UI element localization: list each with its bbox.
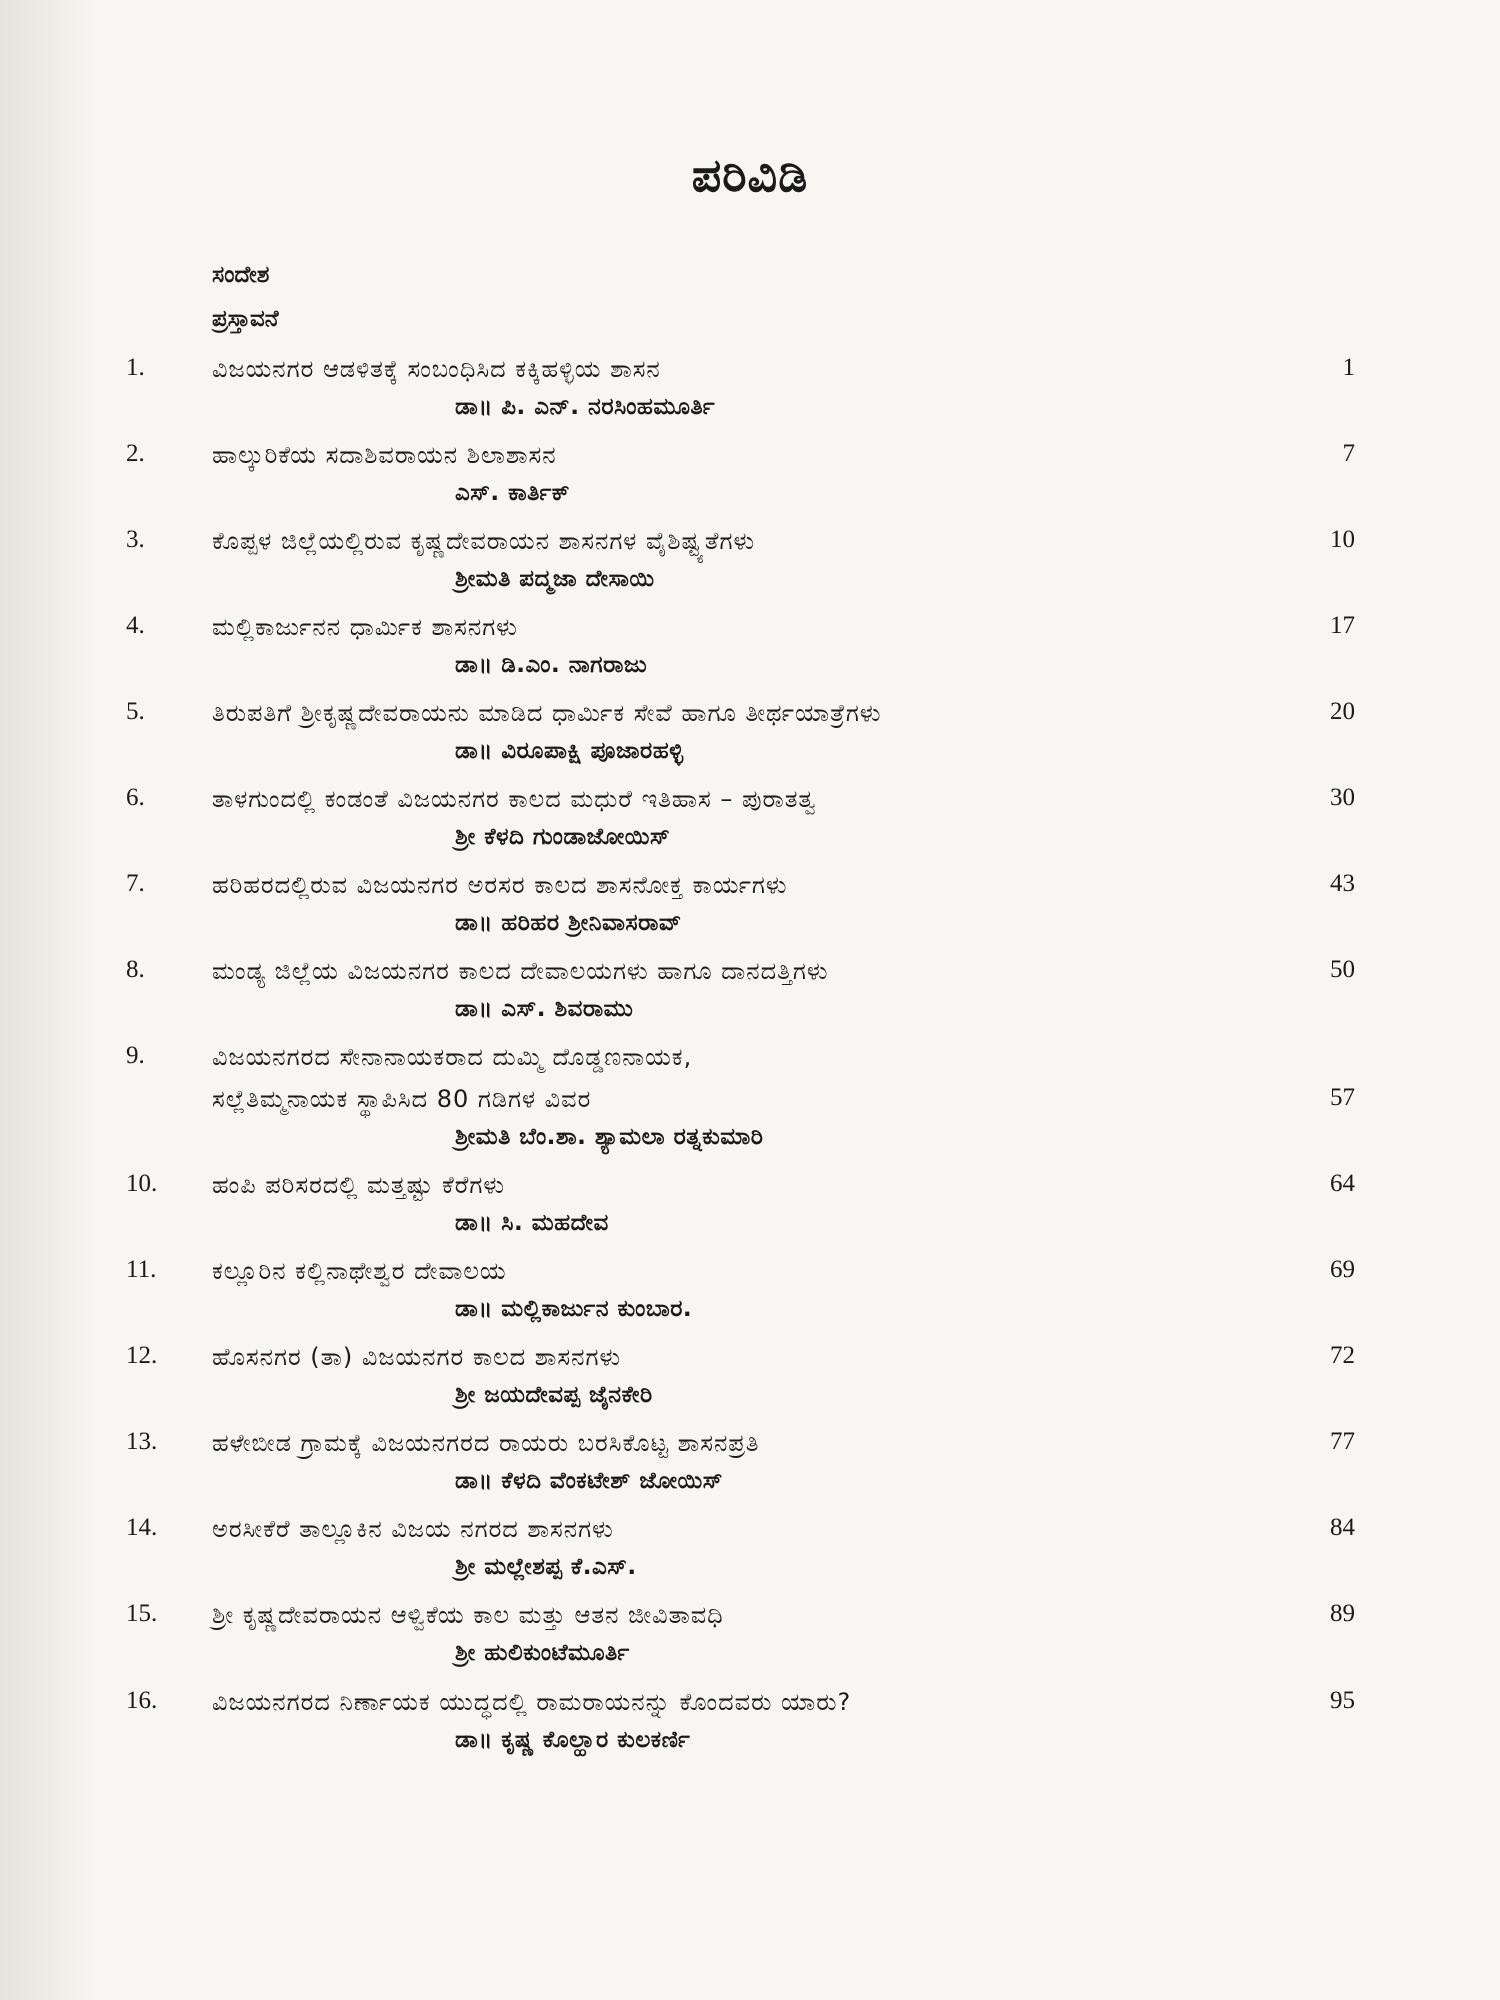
entry-number: 13.	[126, 1428, 158, 1455]
entry-number: 9.	[126, 1042, 145, 1069]
entry-author: ಶ್ರೀ ಕೆಳದಿ ಗುಂಡಾಜೋಯಿಸ್	[455, 824, 671, 850]
entry-page-number: 50	[1330, 956, 1355, 983]
front-matter-preface: ಪ್ರಸ್ತಾವನೆ	[212, 306, 279, 332]
entry-author: ಡಾ॥ ಪಿ. ಎನ್. ನರಸಿಂಹಮೂರ್ತಿ	[455, 394, 715, 420]
entry-number: 8.	[126, 956, 145, 983]
entry-page-number: 84	[1330, 1514, 1355, 1541]
entry-author: ಡಾ॥ ವಿರೂಪಾಕ್ಷಿ ಪೂಜಾರಹಳ್ಳಿ	[455, 738, 684, 764]
entry-author: ಶ್ರೀ ಜಯದೇವಪ್ಪ ಜೈನಕೇರಿ	[455, 1382, 653, 1408]
entry-page-number: 20	[1330, 698, 1355, 725]
entry-title: ಅರಸೀಕೆರೆ ತಾಲ್ಲೂಕಿನ ವಿಜಯ ನಗರದ ಶಾಸನಗಳು	[212, 1515, 614, 1543]
entry-title: ಕೊಪ್ಪಳ ಜಿಲ್ಲೆಯಲ್ಲಿರುವ ಕೃಷ್ಣದೇವರಾಯನ ಶಾಸನಗಳ ವೈಶಿಷ್ಟ್ಯತೆಗಳು	[212, 527, 756, 555]
entry-page-number: 30	[1330, 784, 1355, 811]
entry-title: ಹಳೇಬೀಡ ಗ್ರಾಮಕ್ಕೆ ವಿಜಯನಗರದ ರಾಯರು ಬರಸಿಕೊಟ್ಟ ಶಾಸನಪ್ರತಿ	[212, 1429, 760, 1457]
entry-page-number: 69	[1330, 1256, 1355, 1283]
entry-page-number: 57	[1330, 1084, 1355, 1111]
entry-title: ಮಂಡ್ಯ ಜಿಲ್ಲೆಯ ವಿಜಯನಗರ ಕಾಲದ ದೇವಾಲಯಗಳು ಹಾಗೂ ದಾನದತ್ತಿಗಳು	[212, 957, 829, 985]
front-matter-message: ಸಂದೇಶ	[212, 262, 270, 288]
entry-title: ಹಂಪಿ ಪರಿಸರದಲ್ಲಿ ಮತ್ತಷ್ಟು ಕೆರೆಗಳು	[212, 1171, 506, 1199]
entry-title: ಹರಿಹರದಲ್ಲಿರುವ ವಿಜಯನಗರ ಅರಸರ ಕಾಲದ ಶಾಸನೋಕ್ತ ಕಾರ್ಯಗಳು	[212, 871, 788, 899]
entry-page-number: 7	[1342, 440, 1355, 467]
page-edge-shadow	[0, 0, 95, 2000]
entry-author: ಎಸ್. ಕಾರ್ತಿಕ್	[455, 480, 571, 506]
entry-page-number: 95	[1330, 1687, 1355, 1714]
entry-title: ಹೊಸನಗರ (ತಾ) ವಿಜಯನಗರ ಕಾಲದ ಶಾಸನಗಳು	[212, 1343, 622, 1371]
entry-number: 3.	[126, 526, 145, 553]
entry-number: 1.	[126, 354, 145, 381]
entry-author: ಶ್ರೀಮತಿ ಪದ್ಮಜಾ ದೇಸಾಯಿ	[455, 566, 655, 592]
entry-author: ಡಾ॥ ಹರಿಹರ ಶ್ರೀನಿವಾಸರಾವ್	[455, 910, 682, 936]
entry-page-number: 1	[1342, 354, 1355, 381]
entry-page-number: 72	[1330, 1342, 1355, 1369]
entry-title-continued: ಸಲ್ಲೆತಿಮ್ಮನಾಯಕ ಸ್ಥಾಪಿಸಿದ 80 ಗಡಿಗಳ ವಿವರ	[212, 1085, 592, 1113]
entry-page-number: 43	[1330, 870, 1355, 897]
entry-page-number: 64	[1330, 1170, 1355, 1197]
entry-number: 11.	[126, 1256, 157, 1283]
entry-title: ಶ್ರೀ ಕೃಷ್ಣದೇವರಾಯನ ಆಳ್ವಿಕೆಯ ಕಾಲ ಮತ್ತು ಆತನ ಜೀವಿತಾವಧಿ	[212, 1601, 724, 1629]
entry-number: 16.	[126, 1687, 158, 1714]
entry-author: ಡಾ॥ ಎಸ್. ಶಿವರಾಮು	[455, 996, 634, 1022]
entry-author: ಡಾ॥ ಮಲ್ಲಿಕಾರ್ಜುನ ಕುಂಬಾರ.	[455, 1296, 693, 1322]
entry-author: ಶ್ರೀಮತಿ ಬೆಂ.ಶಾ. ಶ್ಯಾಮಲಾ ರತ್ನಕುಮಾರಿ	[455, 1124, 764, 1150]
entry-author: ಶ್ರೀ ಹುಲಿಕುಂಟೆಮೂರ್ತಿ	[455, 1640, 630, 1666]
entry-page-number: 10	[1330, 526, 1355, 553]
entry-author: ಶ್ರೀ ಮಲ್ಲೇಶಪ್ಪ ಕೆ.ಎಸ್.	[455, 1554, 637, 1580]
entry-title: ಹಾಲ್ಕುರಿಕೆಯ ಸದಾಶಿವರಾಯನ ಶಿಲಾಶಾಸನ	[212, 441, 557, 469]
entry-number: 6.	[126, 784, 145, 811]
entry-number: 14.	[126, 1514, 158, 1541]
entry-number: 4.	[126, 612, 145, 639]
entry-title: ತಿರುಪತಿಗೆ ಶ್ರೀಕೃಷ್ಣದೇವರಾಯನು ಮಾಡಿದ ಧಾರ್ಮಿಕ ಸೇವೆ ಹಾಗೂ ತೀರ್ಥಯಾತ್ರೆಗಳು	[212, 699, 882, 727]
entry-page-number: 17	[1330, 612, 1355, 639]
entry-author: ಡಾ॥ ಡಿ.ಎಂ. ನಾಗರಾಜು	[455, 652, 648, 678]
entry-author: ಡಾ॥ ಕೆಳದಿ ವೆಂಕಟೇಶ್ ಜೋಯಿಸ್	[455, 1468, 723, 1494]
entry-title: ಮಲ್ಲಿಕಾರ್ಜುನನ ಧಾರ್ಮಿಕ ಶಾಸನಗಳು	[212, 613, 518, 641]
entry-title: ಕಲ್ಲೂರಿನ ಕಲ್ಲಿನಾಥೇಶ್ವರ ದೇವಾಲಯ	[212, 1257, 507, 1285]
entry-number: 10.	[126, 1170, 158, 1197]
entry-title: ವಿಜಯನಗರದ ಸೇನಾನಾಯಕರಾದ ದುಮ್ಮಿ ದೊಡ್ಡಣನಾಯಕ,	[212, 1043, 693, 1071]
entry-author: ಡಾ॥ ಕೃಷ್ಣ ಕೊಲ್ಹಾರ ಕುಲಕರ್ಣಿ	[455, 1727, 691, 1753]
entry-title: ತಾಳಗುಂದಲ್ಲಿ ಕಂಡಂತೆ ವಿಜಯನಗರ ಕಾಲದ ಮಧುರೆ ಇತಿಹಾಸ – ಪುರಾತತ್ವ	[212, 785, 817, 813]
entry-title: ವಿಜಯನಗರದ ನಿರ್ಣಾಯಕ ಯುದ್ಧದಲ್ಲಿ ರಾಮರಾಯನನ್ನು ಕೊಂದವರು ಯಾರು?	[212, 1688, 852, 1716]
entry-number: 2.	[126, 440, 145, 467]
entry-number: 15.	[126, 1600, 158, 1627]
entry-page-number: 77	[1330, 1428, 1355, 1455]
page-title: ಪರಿವಿಡಿ	[691, 148, 809, 202]
entry-number: 12.	[126, 1342, 158, 1369]
entry-number: 7.	[126, 870, 145, 897]
entry-page-number: 89	[1330, 1600, 1355, 1627]
entry-number: 5.	[126, 698, 145, 725]
entry-author: ಡಾ॥ ಸಿ. ಮಹದೇವ	[455, 1210, 609, 1236]
entry-title: ವಿಜಯನಗರ ಆಡಳಿತಕ್ಕೆ ಸಂಬಂಧಿಸಿದ ಕಕ್ಕಿಹಳ್ಳಿಯ ಶಾಸನ	[212, 355, 661, 383]
